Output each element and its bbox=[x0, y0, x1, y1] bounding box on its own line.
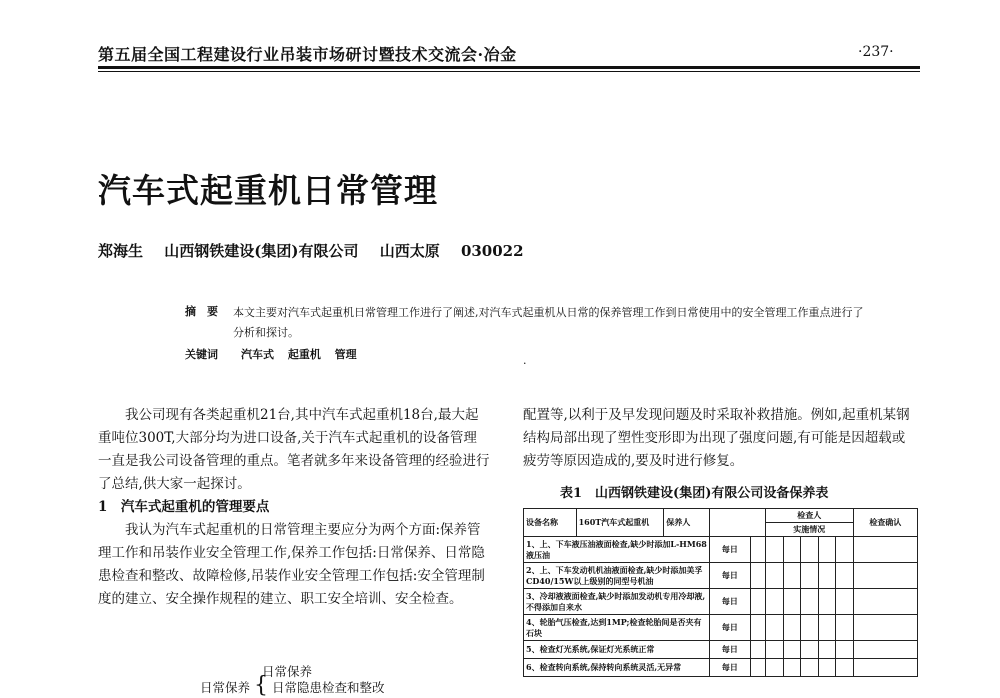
body-paragraph-2: 我认为汽车式起重机的日常管理主要应分为两个方面:保养管理工作和吊装作业安全管理工作,保养工作包括:日常保养、日常隐患检查和整改、故障检修,吊装作业安全管理工作包括:安全管理制度的建立、安全操作规程的建立、职工安全培训、安全检查。 bbox=[98, 522, 485, 607]
body-paragraph-1: 我公司现有各类起重机21台,其中汽车式起重机18台,最大起重吨位300T,大部分均为进口设备,关于汽车式起重机的设备管理一直是我公司设备管理的重点。笔者就多年来设备管理的经验进行了总结,供大家一起探讨。 bbox=[98, 407, 490, 492]
table-cell bbox=[783, 641, 801, 659]
table-row bbox=[524, 641, 918, 659]
table-cell bbox=[836, 641, 854, 659]
table-cell bbox=[853, 537, 917, 563]
table-cell-frequency: 每日 bbox=[709, 563, 750, 589]
table-header-cell: 保养人 bbox=[664, 509, 710, 537]
table-cell bbox=[836, 563, 854, 589]
table-cell-frequency: 每日 bbox=[709, 589, 750, 615]
page-number: ·237· bbox=[858, 44, 894, 60]
table-cell bbox=[853, 659, 917, 677]
table-cell-item: 1、上、下车液压油液面检查,缺少时添加L-HM68液压油 bbox=[524, 537, 710, 563]
section-heading-1: 1 汽车式起重机的管理要点 bbox=[98, 499, 270, 515]
running-title: 第五届全国工程建设行业吊装市场研讨暨技术交流会·冶金 bbox=[98, 45, 517, 64]
table-header-cell: 实施情况 bbox=[765, 523, 853, 537]
table-cell-item: 3、冷却液液面检查,缺少时添加发动机专用冷却液,不得添加自来水 bbox=[524, 589, 710, 615]
table-cell bbox=[765, 537, 783, 563]
table-cell bbox=[853, 589, 917, 615]
table-cell bbox=[750, 589, 765, 615]
table-cell bbox=[765, 589, 783, 615]
table-cell bbox=[765, 615, 783, 641]
author-affiliation: 山西钢铁建设(集团)有限公司 bbox=[164, 242, 359, 260]
stray-dot: . bbox=[523, 354, 527, 367]
table-cell bbox=[783, 589, 801, 615]
table-cell bbox=[818, 615, 836, 641]
table-cell bbox=[853, 641, 917, 659]
table-cell bbox=[853, 563, 917, 589]
table-cell bbox=[765, 659, 783, 677]
table-cell-frequency: 每日 bbox=[709, 615, 750, 641]
header-rule-thick bbox=[98, 66, 920, 69]
author-postcode: 030022 bbox=[460, 242, 524, 260]
table-row bbox=[524, 589, 918, 615]
table-cell bbox=[836, 615, 854, 641]
article-title: 汽车式起重机日常管理 bbox=[98, 171, 438, 210]
keywords-label: 关键词 bbox=[185, 348, 218, 361]
keywords-text: 汽车式 起重机 管理 bbox=[241, 348, 357, 361]
table-row bbox=[524, 563, 918, 589]
table-cell bbox=[801, 615, 819, 641]
table-cell bbox=[750, 659, 765, 677]
table-cell-frequency: 每日 bbox=[709, 659, 750, 677]
table-cell bbox=[783, 537, 801, 563]
table-cell-item: 2、上、下车发动机机油液面检查,缺少时添加美孚CD40/15W以上级别的同型号机油 bbox=[524, 563, 710, 589]
table-cell bbox=[783, 563, 801, 589]
table-cell bbox=[836, 537, 854, 563]
table-header-cell: 设备名称 bbox=[524, 509, 577, 537]
table-cell bbox=[818, 563, 836, 589]
author-line bbox=[98, 240, 540, 261]
abstract-label: 摘 要 bbox=[185, 305, 218, 318]
brace-symbol: { bbox=[254, 673, 268, 698]
right-column bbox=[523, 404, 918, 473]
table-header-cell: 160T汽车式起重机 bbox=[576, 509, 664, 537]
table-cell-item: 6、检查转向系统,保持转向系统灵活,无异常 bbox=[524, 659, 710, 677]
table-header-cell: 检查人 bbox=[765, 509, 853, 523]
maintenance-tree bbox=[200, 662, 385, 698]
table-cell bbox=[783, 615, 801, 641]
table-header-cell bbox=[709, 509, 765, 537]
table-cell bbox=[818, 659, 836, 677]
header-rule-thin bbox=[98, 71, 920, 72]
table-cell-frequency: 每日 bbox=[709, 641, 750, 659]
table-row bbox=[524, 615, 918, 641]
table-cell bbox=[836, 589, 854, 615]
table-cell bbox=[750, 641, 765, 659]
table-row bbox=[524, 537, 918, 563]
table-cell bbox=[750, 563, 765, 589]
table-cell bbox=[765, 563, 783, 589]
table-cell bbox=[836, 659, 854, 677]
table-cell bbox=[801, 563, 819, 589]
left-column bbox=[98, 404, 490, 611]
tree-child: 日常隐患检查和整改 bbox=[271, 680, 385, 695]
table-cell-frequency: 每日 bbox=[709, 537, 750, 563]
table-cell-item: 4、轮胎气压检查,达到1MP;检查轮胎间是否夹有石块 bbox=[524, 615, 710, 641]
table-cell bbox=[818, 537, 836, 563]
table-cell bbox=[801, 537, 819, 563]
table-cell bbox=[853, 615, 917, 641]
tree-root: 日常保养 bbox=[200, 680, 251, 695]
author-name: 郑海生 bbox=[98, 242, 144, 260]
table-cell-item: 5、检查灯光系统,保证灯光系统正常 bbox=[524, 641, 710, 659]
tree-child: 日常保养 bbox=[262, 664, 313, 679]
table-cell bbox=[801, 589, 819, 615]
table-cell bbox=[750, 615, 765, 641]
abstract-text: 本文主要对汽车式起重机日常管理工作进行了阐述,对汽车式起重机从日常的保养管理工作到日常使用中的安全管理工作重点进行了分析和探讨。 bbox=[233, 306, 864, 339]
table-caption: 表1 山西钢铁建设(集团)有限公司设备保养表 bbox=[560, 486, 829, 501]
table-cell bbox=[818, 589, 836, 615]
table-cell bbox=[801, 641, 819, 659]
table-cell bbox=[765, 641, 783, 659]
table-cell bbox=[783, 659, 801, 677]
body-paragraph-right: 配置等,以利于及早发现问题及时采取补救措施。例如,起重机某钢结构局部出现了塑性变形即为出现了强度问题,有可能是因超载或疲劳等原因造成的,要及时进行修复。 bbox=[523, 407, 910, 469]
table-row bbox=[524, 659, 918, 677]
table-header-cell: 检查确认 bbox=[853, 509, 917, 537]
table-cell bbox=[801, 659, 819, 677]
table-cell bbox=[818, 641, 836, 659]
table-header-row bbox=[524, 509, 918, 523]
maintenance-table bbox=[523, 508, 918, 677]
author-city: 山西太原 bbox=[379, 242, 440, 260]
table-cell bbox=[750, 537, 765, 563]
